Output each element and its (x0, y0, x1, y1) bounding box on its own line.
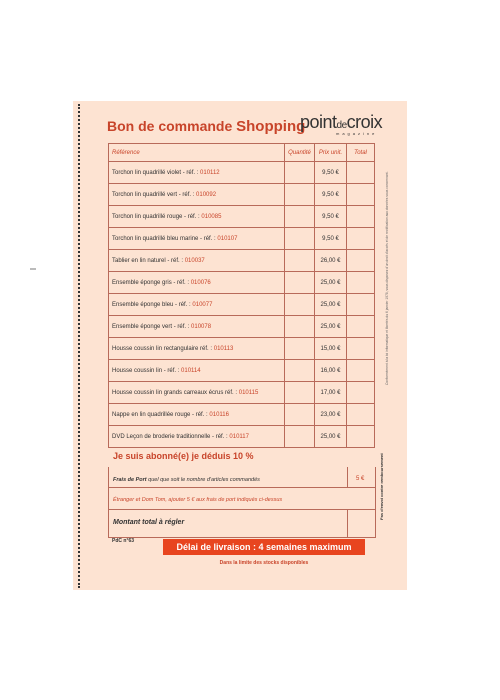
quantity-field[interactable] (285, 404, 315, 426)
item-description: Torchon lin quadrillé violet - réf. : 010112 (109, 162, 285, 184)
unit-price: 9,50 € (315, 162, 347, 184)
legal-notice: Conformément à la loi informatique et libertés du 6 janvier 1978, vous disposez d'un droit d'accès et de rectification aux données vous concernant. (385, 171, 389, 385)
table-row (109, 162, 375, 184)
item-description: Torchon lin quadrillé vert - réf. : 010092 (109, 184, 285, 206)
quantity-field[interactable] (285, 228, 315, 250)
item-description: Ensemble éponge bleu - réf. : 010077 (109, 294, 285, 316)
table-row (109, 382, 375, 404)
perforation-line (78, 104, 80, 588)
item-description: Torchon lin quadrillé bleu marine - réf. : 010107 (109, 228, 285, 250)
item-reference: 010116 (209, 411, 229, 418)
col-quantite: Quantité (285, 144, 315, 162)
total-field[interactable] (347, 338, 375, 360)
total-field[interactable] (347, 426, 375, 448)
table-row (109, 404, 375, 426)
margin-mark (30, 268, 36, 270)
quantity-field[interactable] (285, 316, 315, 338)
item-description: Nappe en lin quadrillée rouge - réf. : 010116 (109, 404, 285, 426)
item-reference: 010085 (201, 213, 222, 220)
shipping-fees: Frais de Port quel que soit le nombre d'articles commandés (113, 477, 260, 483)
point-de-croix-logo: pointdecroix magazine (300, 112, 383, 136)
table-row (109, 316, 375, 338)
shipping-price: 5 € (356, 476, 365, 482)
item-description: Ensemble éponge gris - réf. : 010076 (109, 272, 285, 294)
total-field[interactable] (347, 360, 375, 382)
table-row (109, 272, 375, 294)
unit-price: 25,00 € (315, 316, 347, 338)
total-field[interactable] (347, 294, 375, 316)
quantity-field[interactable] (285, 184, 315, 206)
table-row (109, 360, 375, 382)
no-cod-notice: Pas d'envoi contre remboursement (379, 453, 384, 520)
table-row (109, 250, 375, 272)
item-description: Housse coussin lin rectangulaire réf. : 010113 (109, 338, 285, 360)
item-reference: 010092 (196, 191, 217, 198)
overseas-note: Étranger et Dom Tom, ajouter 5 € aux frais de port indiqués ci-dessus (113, 497, 283, 503)
item-reference: 010107 (217, 235, 238, 242)
table-row (109, 206, 375, 228)
item-reference: 010117 (229, 433, 249, 440)
quantity-field[interactable] (285, 250, 315, 272)
unit-price: 25,00 € (315, 272, 347, 294)
unit-price: 23,00 € (315, 404, 347, 426)
unit-price: 9,50 € (315, 206, 347, 228)
item-reference: 010078 (191, 323, 212, 330)
table-row (109, 294, 375, 316)
quantity-field[interactable] (285, 382, 315, 404)
total-field[interactable] (347, 206, 375, 228)
order-table (108, 143, 375, 448)
unit-price: 26,00 € (315, 250, 347, 272)
unit-price: 15,00 € (315, 338, 347, 360)
item-reference: 010112 (200, 169, 220, 176)
table-row (109, 184, 375, 206)
item-description: Tablier en lin naturel - réf. : 010037 (109, 250, 285, 272)
total-field[interactable] (347, 228, 375, 250)
col-reference: Référence (109, 144, 285, 162)
unit-price: 16,00 € (315, 360, 347, 382)
quantity-field[interactable] (285, 294, 315, 316)
quantity-field[interactable] (285, 426, 315, 448)
item-reference: 010113 (213, 345, 234, 352)
unit-price: 9,50 € (315, 184, 347, 206)
quantity-field[interactable] (285, 338, 315, 360)
item-reference: 010114 (181, 367, 201, 374)
item-description: Housse coussin lin - réf. : 010114 (109, 360, 285, 382)
quantity-field[interactable] (285, 162, 315, 184)
quantity-field[interactable] (285, 272, 315, 294)
item-description: Ensemble éponge vert - réf. : 010078 (109, 316, 285, 338)
total-field[interactable] (347, 250, 375, 272)
form-code: PdC n°63 (112, 538, 135, 544)
item-description: DVD Leçon de broderie traditionnelle - réf. : 010117 (109, 426, 285, 448)
item-reference: 010115 (238, 389, 259, 396)
unit-price: 25,00 € (315, 426, 347, 448)
item-reference: 010076 (190, 279, 211, 286)
table-header-row (109, 144, 375, 162)
item-reference: 010077 (192, 301, 213, 308)
unit-price: 9,50 € (315, 228, 347, 250)
col-total: Total (347, 144, 375, 162)
total-field[interactable] (347, 184, 375, 206)
item-description: Torchon lin quadrillé rouge - réf. : 010085 (109, 206, 285, 228)
subscriber-discount: Je suis abonné(e) je déduis 10 % (113, 451, 254, 461)
item-description: Housse coussin lin grands carreaux écrus réf. : 010115 (109, 382, 285, 404)
form-title: Bon de commande Shopping (107, 118, 306, 135)
item-reference: 010037 (184, 257, 205, 264)
delivery-delay-banner: Délai de livraison : 4 semaines maximum (163, 539, 365, 555)
total-field[interactable] (347, 382, 375, 404)
unit-price: 25,00 € (315, 294, 347, 316)
quantity-field[interactable] (285, 360, 315, 382)
table-row (109, 228, 375, 250)
unit-price: 17,00 € (315, 382, 347, 404)
title-shopping: Shopping (236, 118, 306, 135)
total-field[interactable] (347, 404, 375, 426)
total-field[interactable] (347, 272, 375, 294)
quantity-field[interactable] (285, 206, 315, 228)
total-field[interactable] (347, 162, 375, 184)
table-row (109, 426, 375, 448)
stock-note: Dans la limite des stocks disponibles (219, 560, 309, 566)
table-row (109, 338, 375, 360)
col-prix: Prix unit. (315, 144, 347, 162)
total-field[interactable] (347, 316, 375, 338)
total-amount-label: Montant total à régler (113, 519, 185, 526)
